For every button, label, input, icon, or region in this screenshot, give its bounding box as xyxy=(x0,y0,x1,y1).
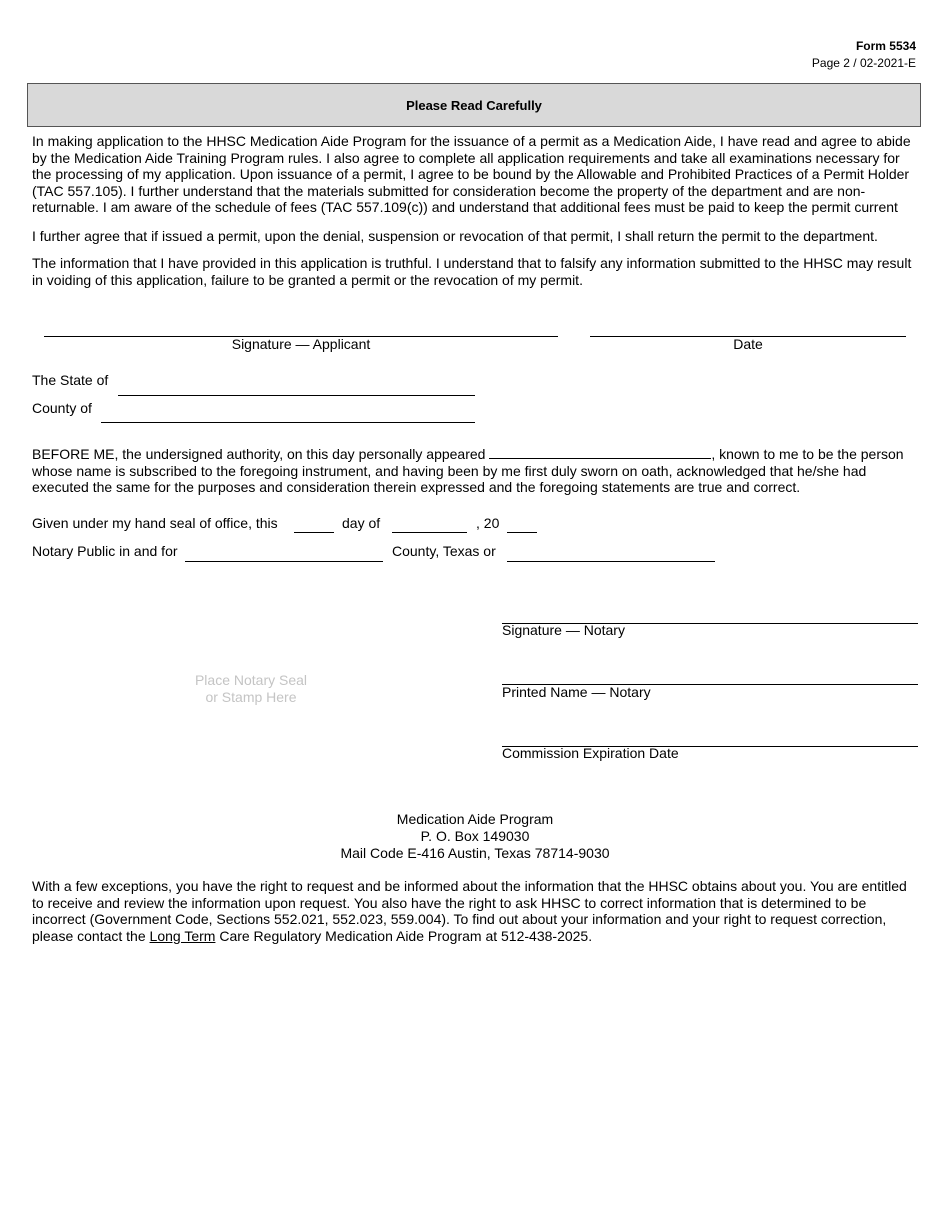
year-prefix-label: , 20 xyxy=(476,515,500,531)
appeared-name-field[interactable] xyxy=(489,444,711,459)
long-term-link[interactable]: Long Term xyxy=(149,927,216,944)
notary-county-field[interactable] xyxy=(185,561,383,562)
mailing-address xyxy=(0,811,950,862)
notary-statement-before: BEFORE ME, the undersigned authority, on this day personally appeared xyxy=(32,446,490,462)
read-carefully-banner xyxy=(27,83,921,127)
state-label: The State of xyxy=(32,372,109,388)
notary-statement-after: , known to me to be the person whose name is subscribed to the foregoing instrument, and having been by me first duly sworn on oath, acknowledged that he/she had executed the same for the purposes and consideration therein expressed and the foregoing statements are true and correct. xyxy=(32,446,904,496)
county-label: County of xyxy=(32,400,92,416)
truthful-paragraph: The information that I have provided in this application is truthful. I understand that to falsify any information submitted to the HHSC may result in voiding of this application, failure to be granted a permit or the revocation of my permit. xyxy=(32,255,912,288)
county-field[interactable] xyxy=(101,422,475,423)
privacy-text-before: With a few exceptions, you have the right to request and be informed about the information that the HHSC obtains about you. You are entitled to receive and review the information upon request. You also have the right to ask HHSC to correct information that is determined to be incorrect (Government Code, Sections 552.021, 552.023, 559.004). To find out about your information and your right to request correction, please contact the xyxy=(32,878,907,944)
page-info: Page 2 / 02-2021-E xyxy=(811,56,916,70)
state-field[interactable] xyxy=(118,395,475,396)
commission-expiration-label: Commission Expiration Date xyxy=(502,745,679,761)
date-label: Date xyxy=(733,336,763,352)
seal-line-2: or Stamp Here xyxy=(205,689,297,705)
privacy-notice xyxy=(32,878,916,944)
address-program: Medication Aide Program xyxy=(396,811,554,827)
month-field[interactable] xyxy=(392,532,467,533)
day-of-label: day of xyxy=(342,515,381,531)
privacy-text-after: Care Regulatory Medication Aide Program at 512-438-2025. xyxy=(215,927,593,944)
year-field[interactable] xyxy=(507,532,537,533)
notary-public-label: Notary Public in and for xyxy=(32,543,178,559)
notary-other-field[interactable] xyxy=(507,561,715,562)
county-texas-label: County, Texas or xyxy=(392,543,496,559)
day-field[interactable] xyxy=(294,532,334,533)
applicant-signature-label: Signature — Applicant xyxy=(231,336,371,352)
return-permit-paragraph: I further agree that if issued a permit, upon the denial, suspension or revocation of that permit, I shall return the permit to the department. xyxy=(32,228,878,244)
agreement-paragraph: In making application to the HHSC Medication Aide Program for the issuance of a permit as a Medication Aide, I have read and agree to abide by the Medication Aide Training Program rules. I also agree to complete all application requirements and take all examinations necessary for the processing of my application. Upon issuance of a permit, I agree to be bound by the Allowable and Prohibited Practices of a Permit Holder (TAC 557.105). I further understand that the materials submitted for consideration become the property of the department and are non-returnable. I am aware of the schedule of fees (TAC 557.109(c)) and understand that additional fees must be paid to keep the permit current xyxy=(32,133,911,216)
banner-title: Please Read Carefully xyxy=(406,97,542,113)
notary-signature-label: Signature — Notary xyxy=(502,622,625,638)
form-number: Form 5534 xyxy=(855,39,916,53)
seal-line-1: Place Notary Seal xyxy=(194,672,308,688)
notary-seal-area xyxy=(130,672,372,706)
notary-statement xyxy=(32,444,916,496)
address-po-box: P. O. Box 149030 xyxy=(420,828,530,844)
notary-printed-name-label: Printed Name — Notary xyxy=(502,684,651,700)
address-mail-code: Mail Code E-416 Austin, Texas 78714-9030 xyxy=(340,845,610,861)
given-under-label: Given under my hand seal of office, this xyxy=(32,515,278,531)
